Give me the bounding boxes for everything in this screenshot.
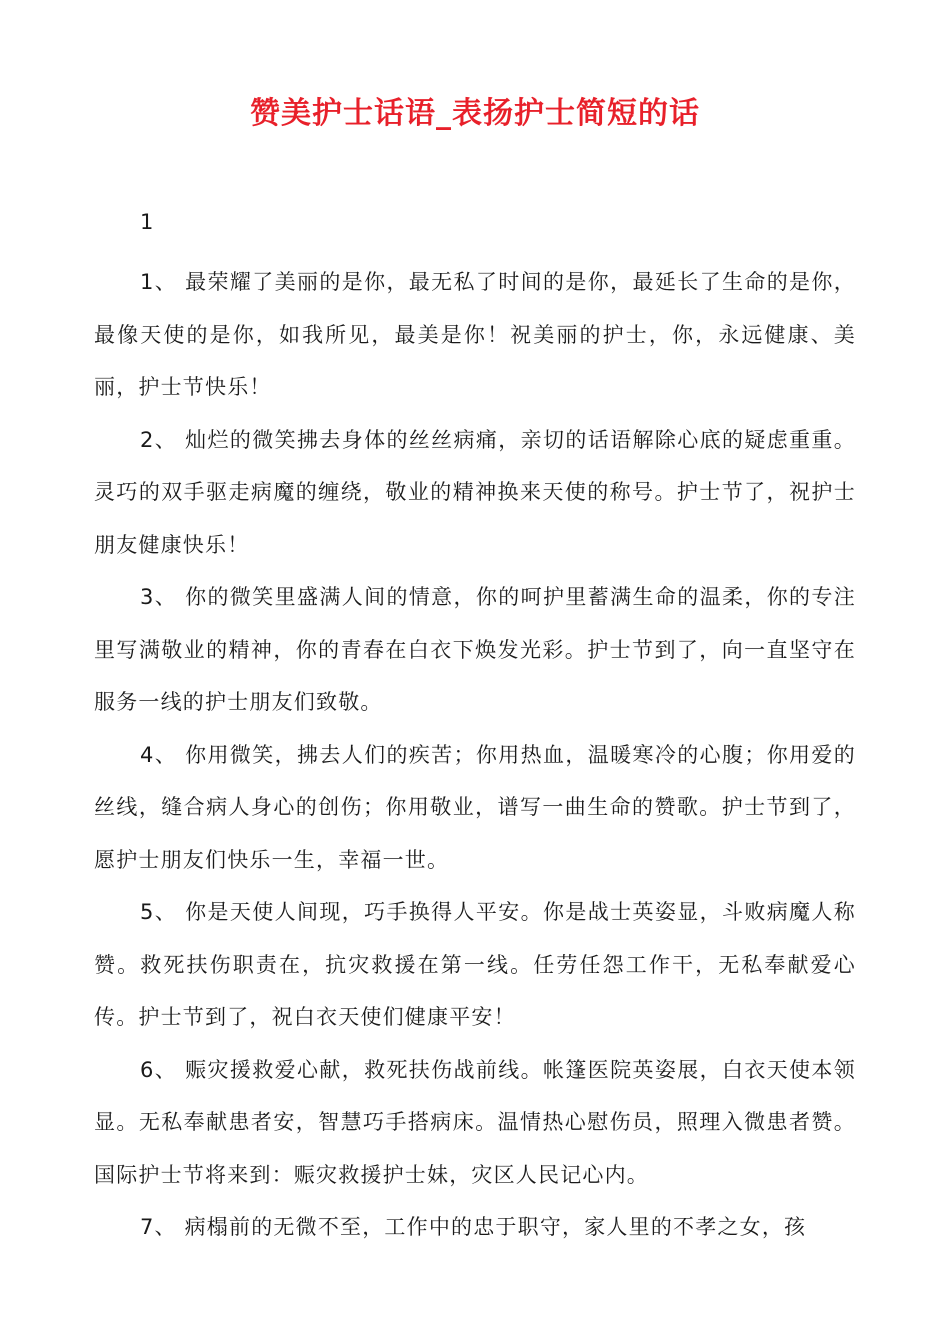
paragraph-5: 5、 你是天使人间现，巧手换得人平安。你是战士英姿显，斗败病魔人称赞。救死扶伤职责在，抗灾救援在第一线。任劳任怨工作干，无私奉献爱心传。护士节到了，祝白衣天使们健康平安！ <box>94 900 856 1029</box>
paragraph-6: 6、 赈灾援救爱心献，救死扶伤战前线。帐篷医院英姿展，白衣天使本领显。无私奉献患者安，智慧巧手搭病床。温情热心慰伤员，照理入微患者赞。国际护士节将来到：赈灾救援护士妹，灾区人民记心内。 <box>94 1057 856 1187</box>
document-body <box>94 256 856 1254</box>
paragraph-7: 7、 病榻前的无微不至，工作中的忠于职守，家人里的不孝之女，孩 <box>140 1215 807 1239</box>
paragraph-3: 3、 你的微笑里盛满人间的情意，你的呵护里蓄满生命的温柔，你的专注里写满敬业的精神，你的青春在白衣下焕发光彩。护士节到了，向一直坚守在服务一线的护士朋友们致敬。 <box>94 585 856 714</box>
paragraph-4: 4、 你用微笑，拂去人们的疾苦；你用热血，温暖寒冷的心腹；你用爱的丝线，缝合病人身心的创伤；你用敬业，谱写一曲生命的赞歌。护士节到了，愿护士朋友们快乐一生，幸福一世。 <box>94 742 856 872</box>
paragraph-2: 2、 灿烂的微笑拂去身体的丝丝病痛，亲切的话语解除心底的疑虑重重。灵巧的双手驱走病魔的缠绕，敬业的精神换来天使的称号。护士节了，祝护士朋友健康快乐！ <box>94 427 856 557</box>
section-number: 1 <box>140 210 154 234</box>
paragraph-1: 1、 最荣耀了美丽的是你，最无私了时间的是你，最延长了生命的是你，最像天使的是你，如我所见，最美是你！祝美丽的护士，你，永远健康、美丽，护士节快乐！ <box>94 270 856 399</box>
page-title: 赞美护士话语_表扬护士简短的话 <box>250 96 700 131</box>
